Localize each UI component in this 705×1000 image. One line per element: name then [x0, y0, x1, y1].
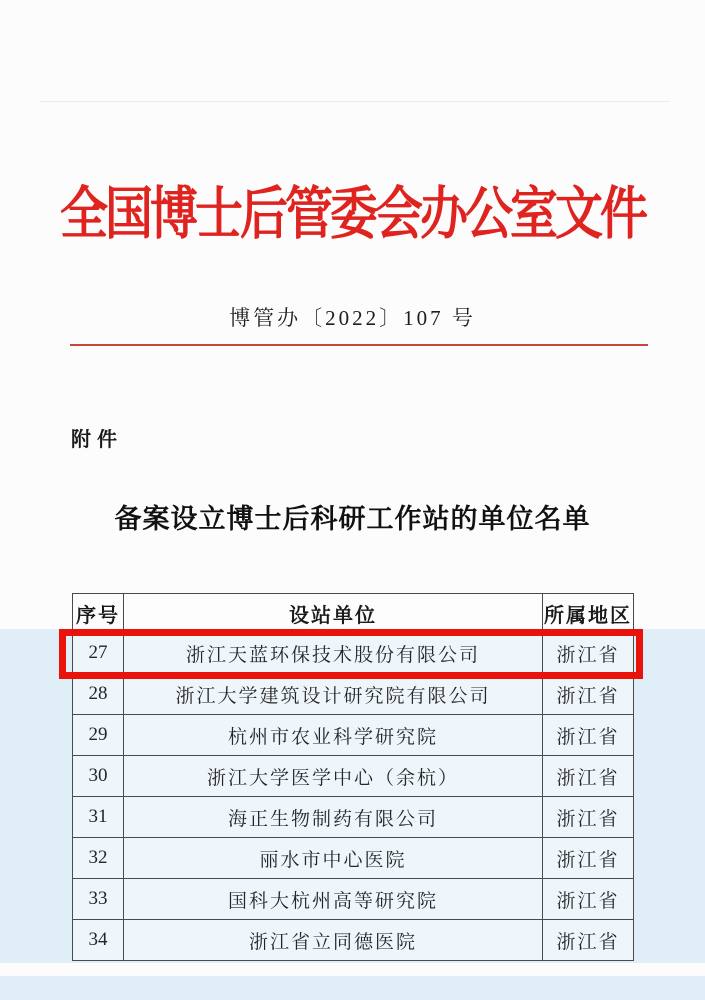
document-number: 博管办〔2022〕107 号 — [229, 306, 476, 330]
row-number: 30 — [73, 756, 124, 797]
row-number: 28 — [73, 674, 124, 715]
row-unit-name: 海正生物制药有限公司 — [124, 797, 543, 838]
table-row — [73, 715, 634, 756]
row-unit-name: 杭州市农业科学研究院 — [124, 715, 543, 756]
row-unit-name: 国科大杭州高等研究院 — [124, 879, 543, 920]
table-header-row — [73, 594, 634, 633]
row-region: 浙江省 — [543, 920, 634, 961]
row-number: 27 — [73, 633, 124, 674]
row-number: 34 — [73, 920, 124, 961]
table-row — [73, 797, 634, 838]
row-unit-name: 浙江大学医学中心（余杭） — [124, 756, 543, 797]
list-title: 备案设立博士后科研工作站的单位名单 — [114, 504, 591, 534]
column-header-region: 所属地区 — [543, 594, 634, 633]
row-unit-name: 浙江大学建筑设计研究院有限公司 — [124, 674, 543, 715]
row-region: 浙江省 — [543, 797, 634, 838]
column-header-no: 序号 — [73, 594, 124, 633]
attachment-label: 附件 — [71, 429, 123, 451]
table-row — [73, 674, 634, 715]
red-highlight-box — [59, 629, 643, 679]
red-divider-rule — [70, 344, 648, 346]
row-region: 浙江省 — [543, 633, 634, 674]
table-row — [73, 920, 634, 961]
column-header-unit: 设站单位 — [124, 594, 543, 633]
row-number: 31 — [73, 797, 124, 838]
row-unit-name: 浙江省立同德医院 — [124, 920, 543, 961]
row-region: 浙江省 — [543, 674, 634, 715]
table-row — [73, 879, 634, 920]
scan-artifact-line — [40, 101, 670, 102]
table-row — [73, 756, 634, 797]
row-number: 29 — [73, 715, 124, 756]
row-number: 33 — [73, 879, 124, 920]
blue-bottom-band — [0, 976, 705, 1000]
row-unit-name: 浙江天蓝环保技术股份有限公司 — [124, 633, 543, 674]
row-region: 浙江省 — [543, 879, 634, 920]
document-red-header-title: 全国博士后管委会办公室文件 — [59, 183, 645, 246]
table-row — [73, 838, 634, 879]
row-unit-name: 丽水市中心医院 — [124, 838, 543, 879]
row-region: 浙江省 — [543, 715, 634, 756]
row-region: 浙江省 — [543, 756, 634, 797]
row-region: 浙江省 — [543, 838, 634, 879]
row-number: 32 — [73, 838, 124, 879]
